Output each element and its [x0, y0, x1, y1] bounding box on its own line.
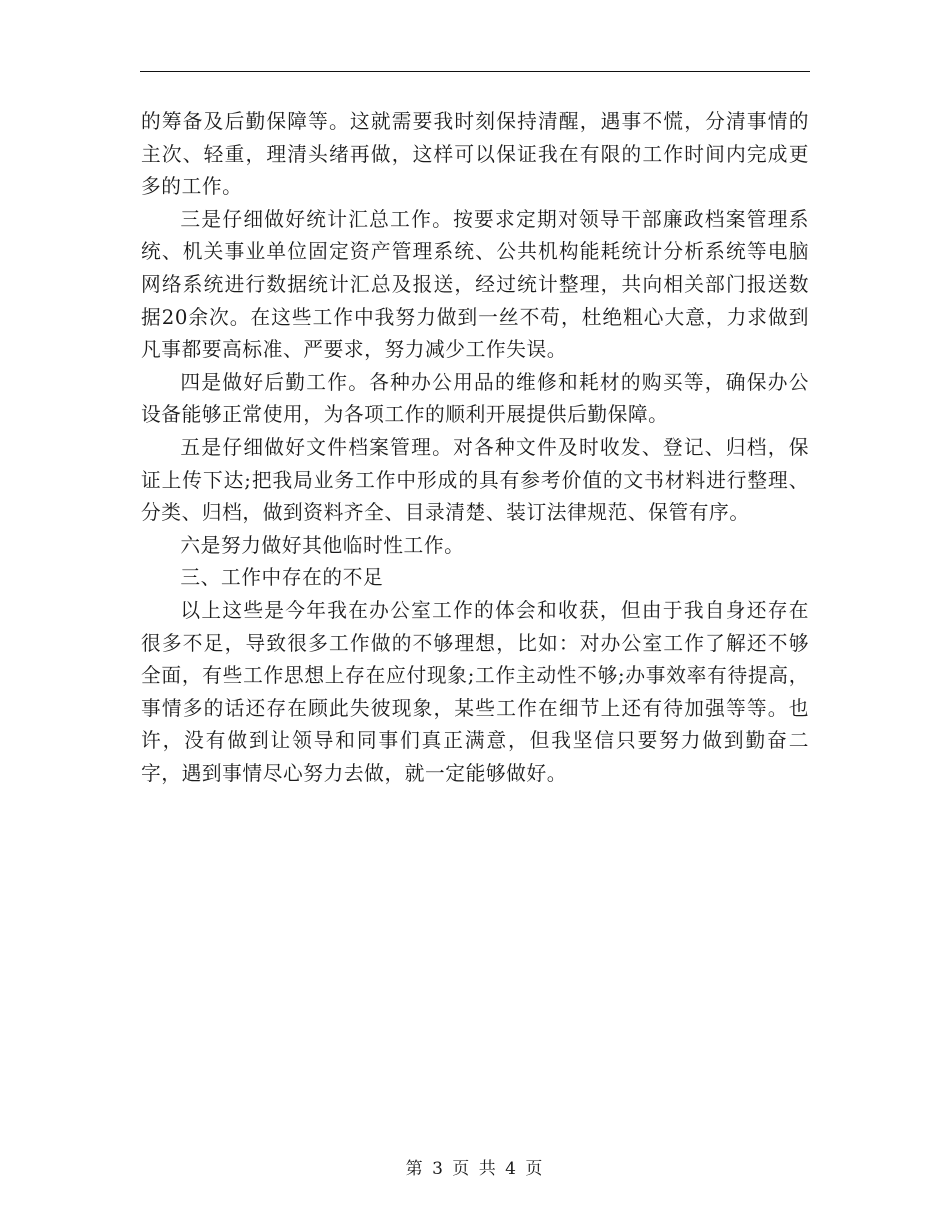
section-heading-shortcomings: 三、工作中存在的不足 [180, 566, 384, 590]
page-number-footer: 第 3 页 共 4 页 [405, 1159, 545, 1179]
paragraph-continuation: 的筹备及后勤保障等。这就需要我时刻保持清醒，遇事不慌，分清事情的主次、轻重，理清头绪再做，这样可以保证我在有限的工作时间内完成更多的工作。 [141, 110, 809, 199]
paragraph-shortcomings: 以上这些是今年我在办公室工作的体会和收获，但由于我自身还存在很多不足，导致很多工作做的不够理想，比如：对办公室工作了解还不够全面，有些工作思想上存在应付现象;工作主动性不够;办事效率有待提高，事情多的话还存在顾此失彼现象，某些工作在细节上还有待加强等等。也许，没有做到让领导和同事们真正满意，但我坚信只要努力做到勤奋二字，遇到事情尽心努力去做，就一定能够做好。 [141, 598, 809, 785]
paragraph-statistics-work: 三是仔细做好统计汇总工作。按要求定期对领导干部廉政档案管理系统、机关事业单位固定资产管理系统、公共机构能耗统计分析系统等电脑网络系统进行数据统计汇总及报送，经过统计整理，共向相关部门报送数据20余次。在这些工作中我努力做到一丝不苟，杜绝粗心大意，力求做到凡事都要高标准、严要求，努力减少工作失误。 [141, 207, 809, 362]
document-body [141, 106, 809, 790]
paragraph-logistics-work: 四是做好后勤工作。各种办公用品的维修和耗材的购买等，确保办公设备能够正常使用，为各项工作的顺利开展提供后勤保障。 [141, 370, 809, 427]
paragraph-temporary-work: 六是努力做好其他临时性工作。 [180, 533, 465, 557]
paragraph-archive-management: 五是仔细做好文件档案管理。对各种文件及时收发、登记、归档，保证上传下达;把我局业务工作中形成的具有参考价值的文书材料进行整理、分类、归档，做到资料齐全、目录清楚、装订法律规范、保管有序。 [141, 435, 809, 525]
header-rule [140, 71, 810, 72]
